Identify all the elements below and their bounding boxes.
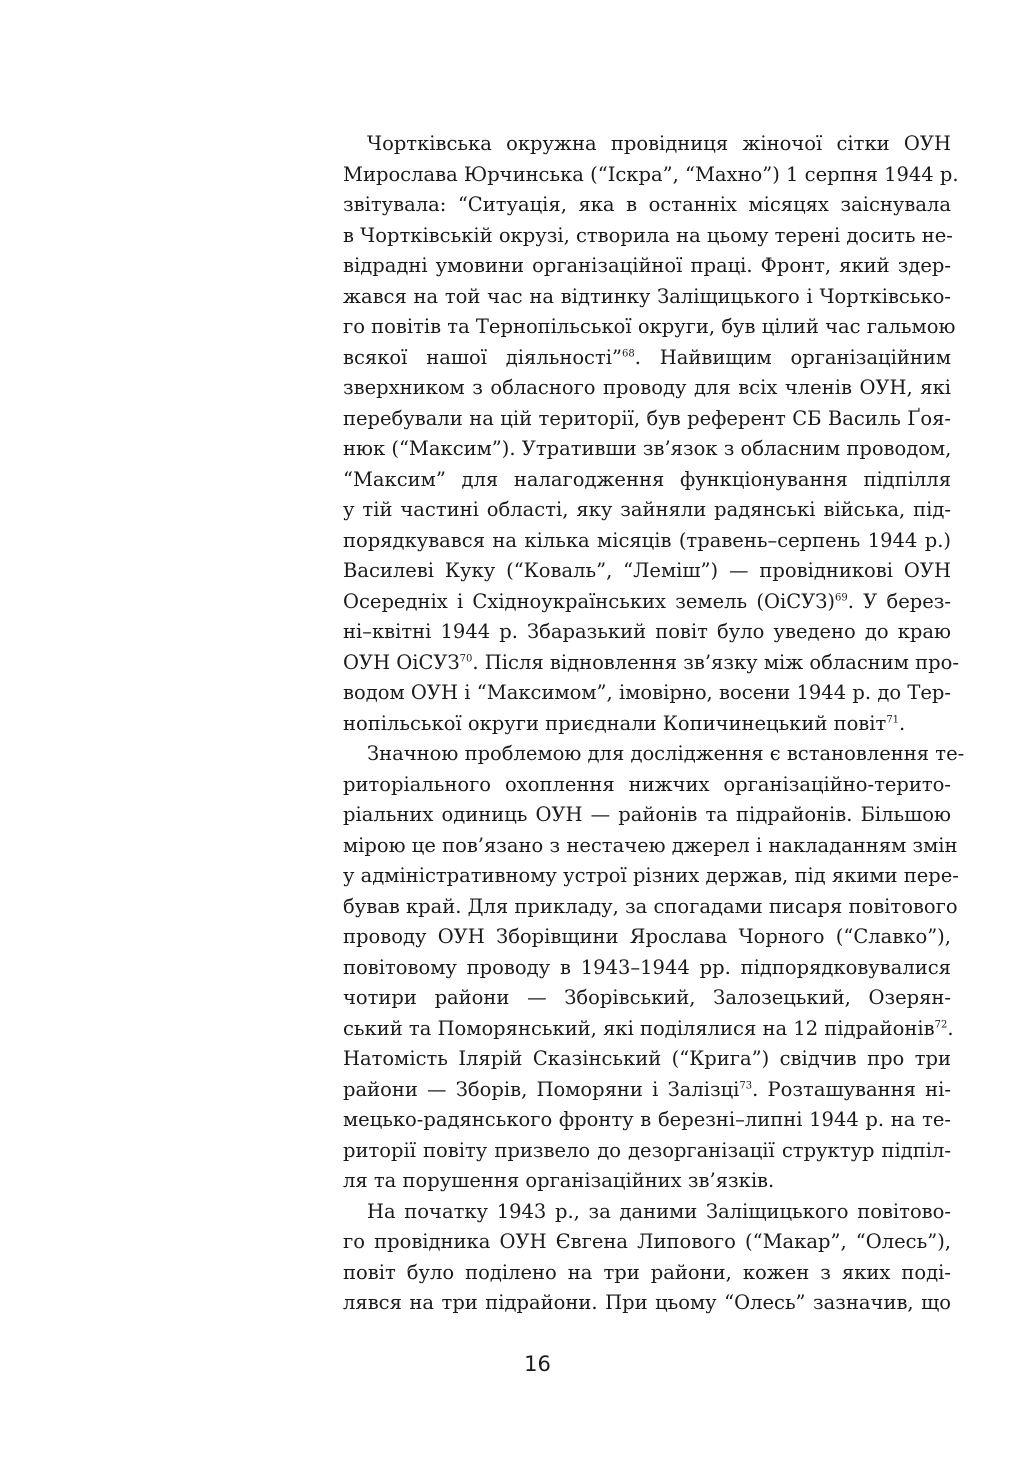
text-line: ля та порушення організаційних зв’язків. [343, 1169, 775, 1192]
text-line: Чортківська окружна провідниця жіночої сітки ОУН [367, 132, 951, 155]
text-line: відрадні умовини організаційної праці. Фронт, який здер- [343, 254, 951, 277]
text-line: проводу ОУН Зборівщини Ярослава Чорного (“Славко”), [343, 925, 951, 948]
text-line: повітовому проводу в 1943–1944 рр. підпорядковувалися [343, 955, 951, 979]
paragraph-1 [343, 129, 959, 739]
text-line: Осередніх і Східноукраїнських земель (ОіСУЗ)$^{69}$. У берез- [343, 589, 951, 613]
text-line: го провідника ОУН Євгена Липового (“Макар”, “Олесь”), [343, 1230, 951, 1253]
text-line: всякої нашої діяльності”$^{68}$. Найвищим організаційним [343, 345, 951, 369]
text-line: у адміністративному устрої різних держав, під якими пере- [343, 864, 959, 887]
text-line: Мирослава Юрчинська (“Іскра”, “Махно”) 1 серпня 1944 р. [343, 162, 959, 186]
footnote-mark: 70 [459, 653, 473, 664]
text-line: райони — Зборів, Поморяни і Залізці$^{73}$. Розташування ні- [343, 1077, 951, 1101]
text-line: мецько-радянського фронту в березні–липні 1944 р. на те- [343, 1108, 951, 1131]
text-line: лявся на три підрайони. При цьому “Олесь” зазначив, що [343, 1291, 951, 1314]
paragraph-3 [343, 1197, 951, 1319]
text-line: ні–квітні 1944 р. Збаразький повіт було уведено до краю [343, 620, 951, 643]
text-line: Натомість Ілярій Сказінський (“Крига”) свідчив про три [343, 1047, 951, 1070]
text-line: ріальних одиниць ОУН — районів та підрайонів. Більшою [343, 803, 951, 826]
text-line: звітувала: “Ситуація, яка в останніх місяцях заіснувала [343, 193, 951, 216]
text-line: нопільської округи приєднали Копичинецький повіт$^{71}$. [343, 711, 906, 735]
text-line: у тій частині області, яку зайняли радянські війська, під- [343, 498, 951, 521]
text-line: перебували на цій території, був референт СБ Василь Ґоя- [343, 406, 951, 430]
text-line: го повітів та Тернопільської округи, був цілий час гальмою [343, 315, 956, 338]
text-line: На початку 1943 р., за даними Заліщицького повітово- [367, 1199, 951, 1223]
text-line: мірою це пов’язано з нестачею джерел і накладанням змін [343, 833, 958, 857]
footnote-mark: 69 [834, 592, 848, 603]
text-line: зверхником з обласного проводу для всіх членів ОУН, які [343, 376, 951, 399]
text-line: бував край. Для прикладу, за спогадами писаря повітового [343, 894, 958, 918]
text-line: Значною проблемою для дослідження є встановлення те- [367, 742, 965, 765]
text-line: жався на той час на відтинку Заліщицького і Чортківсько- [343, 284, 951, 308]
text-line: риторіального охоплення нижчих організаційно-терито- [343, 772, 951, 796]
footnote-mark: 68 [621, 348, 635, 359]
text-line: ський та Поморянський, які поділялися на 12 підрайонів$^{72}$. [343, 1016, 954, 1040]
text-line: чотири райони — Зборівський, Залозецький, Озерян- [343, 986, 951, 1009]
text-line: порядкувався на кілька місяців (травень–серпень 1944 р.) [343, 528, 951, 552]
footnote-mark: 72 [934, 1019, 948, 1030]
text-line: нюк (“Максим”). Утративши зв’язок з обласним проводом, [343, 437, 952, 460]
text-line: в Чортківській окрузі, створила на цьому терені досить не- [343, 223, 953, 247]
text-line: повіт було поділено на три райони, кожен з яких поді- [343, 1260, 951, 1284]
footnote-mark: 71 [886, 714, 900, 725]
body-text [343, 129, 965, 1319]
text-line: “Максим” для налагодження функціонування підпілля [343, 467, 951, 491]
page-number: 16 [524, 1352, 551, 1376]
text-line: водом ОУН і “Максимом”, імовірно, восени 1944 р. до Тер- [343, 681, 951, 704]
paragraph-2 [343, 739, 965, 1197]
text-line: Василеві Куку (“Коваль”, “Леміш”) — провідникові ОУН [343, 559, 951, 582]
text-line: риторії повіту призвело до дезорганізації структур підпіл- [343, 1138, 951, 1162]
footnote-mark: 73 [739, 1080, 753, 1091]
text-line: ОУН ОіСУЗ$^{70}$. Після відновлення зв’язку між обласним про- [343, 650, 959, 674]
